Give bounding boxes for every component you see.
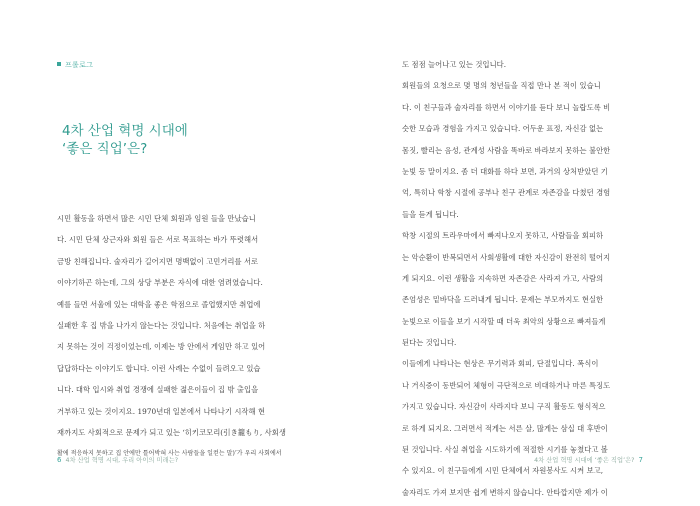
right-folio [534, 455, 643, 464]
text-line: 몸짓, 빨리는 음성, 관계성 사람을 똑바로 바라보지 못하는 불안한 [402, 145, 611, 155]
section-label-text: 프롤로그 [65, 61, 94, 69]
text-line: 학창 시절의 트라우마에서 빠져나오지 못하고, 사람들을 회피하 [402, 231, 604, 241]
text-line: 존엄성은 밑바닥을 드러내게 됩니다. 문제는 부모까지도 현실한 [402, 295, 604, 305]
text-line: 된 것입니다. 사실 취업을 시도하기에 적절한 시기를 놓쳤다고 볼 [402, 445, 608, 455]
left-body-text [57, 208, 309, 465]
text-line: 활에 적응하지 못하고 집 안에만 틀어박혀 사는 사람들을 일컫는 말)’가 우리 사회에서 [57, 450, 282, 458]
text-line: 로 하게 되지요. 그러면서 적게는 서른 살, 많게는 삼십 대 후반이 [402, 423, 608, 433]
text-line: 다. 시민 단체 상근자와 회원 들은 서로 목표하는 바가 뚜렷해서 [57, 235, 259, 245]
text-line: 회원들의 요청으로 몇 명의 청년들을 직접 만나 본 적이 있습니 [402, 81, 601, 91]
text-line: 술자리도 가져 보지만 쉽게 변하지 않습니다. 안타깝지만 제가 이 [402, 487, 608, 497]
chapter-title-line: 4차 산업 혁명 시대에 [62, 123, 188, 139]
right-page [350, 0, 700, 506]
text-line: 지 못하는 것이 걱정이었는데, 이제는 방 안에서 게임만 하고 있어 [57, 342, 266, 352]
page-number: 6 [57, 456, 62, 464]
running-title: 4차 산업 혁명 시대, 우리 아이의 미래는? [65, 457, 179, 464]
text-line: 나 거식증이 동반되어 체형이 극단적으로 비대하거나 마른 특징도 [402, 380, 611, 390]
text-line: 답답하다는 이야기도 합니다. 이런 사례는 수없이 들려오고 있습 [57, 363, 261, 373]
text-line: 들을 듣게 됩니다. [402, 209, 459, 219]
text-line: 수 있지요. 이 친구들에게 시민 단체에서 자원봉사도 시켜 보고, [402, 466, 604, 476]
text-line: 금방 친해집니다. 술자리가 길어지면 명백없이 고민거리를 서로 [57, 256, 259, 266]
text-line: 는 악순환이 반복되면서 사회생활에 대한 자신감이 완전히 떨어지 [402, 252, 611, 262]
text-line: 슷한 모습과 경험을 가지고 있습니다. 어두운 표정, 자신감 없는 [402, 124, 604, 134]
text-line: 거부하고 있는 것이지요. 1970년대 일본에서 나타나기 시작해 현 [57, 406, 266, 416]
left-folio [57, 455, 178, 464]
text-line: 눈빛 등 말이지요. 좀 더 대화를 하다 보면, 과거의 상처받았던 기 [402, 166, 608, 176]
text-line: 예를 들면 서울에 있는 대학을 좋은 학점으로 졸업했지만 취업에 [57, 299, 261, 309]
text-line: 게 되지요. 이런 생활을 지속하면 자존감은 사라져 가고, 사람의 [402, 273, 604, 283]
text-line: 억, 특히나 학창 시절에 공부나 친구 관계로 자존감을 다쳤던 경험 [402, 188, 611, 198]
section-bullet-icon [57, 62, 61, 66]
text-line: 재까지도 사회적으로 문제가 되고 있는 ‘히키코모리(引き籠もり, 사회생 [57, 427, 286, 437]
text-line: 눈빛으로 이들을 보기 시작할 때 더욱 최악의 상황으로 빠져들게 [402, 316, 606, 326]
chapter-title-line: ‘좋은 직업’은? [62, 141, 148, 157]
page-number: 7 [638, 456, 643, 464]
text-line: 다. 이 친구들과 술자리를 하면서 이야기를 듣다 보니 놀랍도록 비 [402, 102, 611, 112]
text-line: 된다는 것입니다. [402, 338, 457, 348]
running-title: 4차 산업 혁명 시대에 ‘좋은 직업’은? [534, 457, 635, 464]
text-line: 이야기하곤 하는데, 그의 상당 부분은 자식에 대한 염려였습니다. [57, 278, 263, 288]
text-line: 이들에게 나타나는 현상은 무기력과 회피, 단절입니다. 폭식이 [402, 359, 599, 369]
right-body-text [402, 54, 654, 503]
text-line: 가지고 있습니다. 자신감이 사라지다 보니 구직 활동도 형식적으 [402, 402, 606, 412]
text-line: 니다. 대학 입시와 취업 경쟁에 실패한 젊은이들이 집 밖 출입을 [57, 385, 259, 395]
chapter-title [62, 122, 188, 158]
section-label [57, 60, 93, 70]
text-line: 시민 활동을 하면서 많은 시민 단체 회원과 임원 들을 만났습니 [57, 214, 256, 223]
text-line: 실패한 후 집 밖을 나가지 않는다는 것입니다. 처음에는 취업을 하 [57, 320, 266, 330]
text-line: 도 점점 늘어나고 있는 것입니다. [402, 60, 507, 69]
